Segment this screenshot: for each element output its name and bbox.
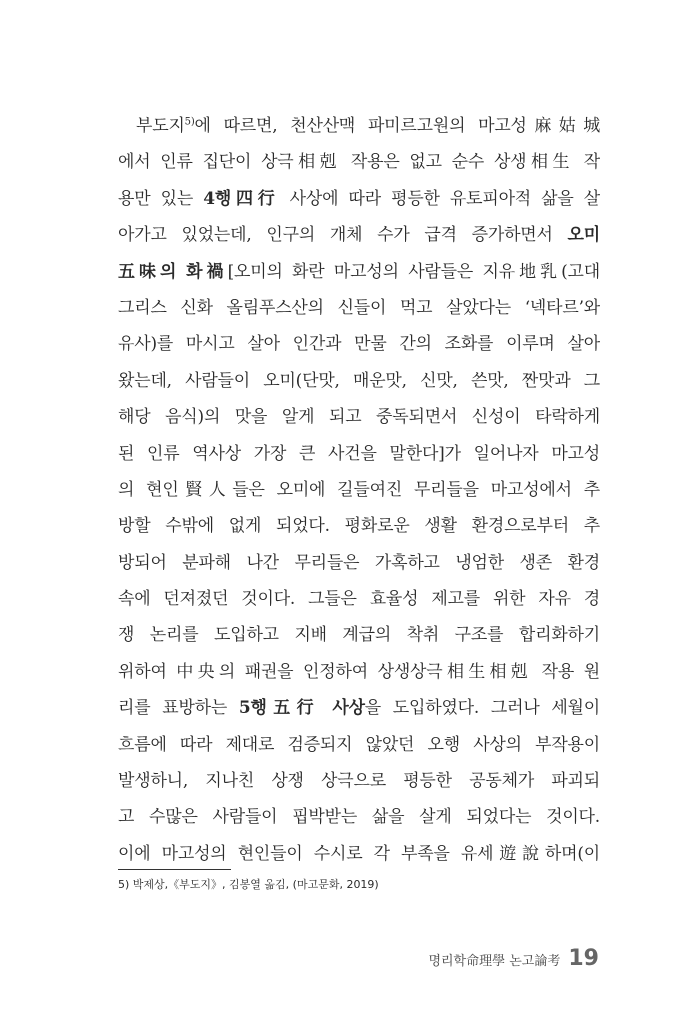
text-line: 해당 음식)의 맛을 알게 되고 중독되면서 신성이 타락하게 xyxy=(118,407,600,428)
bold-term: 오미 xyxy=(567,225,600,246)
running-title: 명리학命理學 논고論考 xyxy=(428,954,561,969)
text-run: 사상에 따라 평등한 유토피아적 삶을 살 xyxy=(279,188,600,209)
text-line xyxy=(118,690,600,726)
text-line: 유사)를 마시고 살아 인간과 만물 간의 조화를 이루며 살아 xyxy=(118,334,600,355)
text-run: 아가고 있었는데, 인구의 개체 수가 급격 증가하면서 xyxy=(118,225,568,246)
text-line xyxy=(118,108,600,144)
text-line: 쟁 논리를 도입하고 지배 계급의 착취 구조를 합리화하기 xyxy=(118,625,600,646)
text-line: 고 수많은 사람들이 핍박받는 삶을 살게 되었다는 것이다. xyxy=(118,807,600,828)
text-line xyxy=(118,217,600,253)
bold-term: 五味의 화禍 xyxy=(118,261,228,282)
text-line: 에서 인류 집단이 상극相剋 작용은 없고 순수 상생相生 작 xyxy=(118,152,600,173)
body-text xyxy=(118,108,600,872)
text-line: 이에 마고성의 현인들이 수시로 각 부족을 유세遊說하며(이 xyxy=(118,843,600,864)
text-line: 발생하니, 지나친 상쟁 상극으로 평등한 공동체가 파괴되 xyxy=(118,771,600,792)
text-run: 리를 표방하는 xyxy=(118,698,239,719)
text-line: 위하여 中央의 패권을 인정하여 상생상극相生相剋 작용 원 xyxy=(118,661,600,682)
text-line: 방되어 분파해 나간 무리들은 가혹하고 냉엄한 생존 환경 xyxy=(118,552,600,573)
bold-term: 5행五行 사상 xyxy=(238,698,365,719)
text-run: 을 도입하였다. 그러나 세월이 xyxy=(364,698,600,719)
text-run: 용만 있는 xyxy=(118,188,204,209)
running-footer xyxy=(428,946,599,971)
text-run: 부도지 xyxy=(136,116,185,136)
text-line: 방할 수밖에 없게 되었다. 평화로운 생활 환경으로부터 추 xyxy=(118,516,600,537)
text-line: 속에 던져졌던 것이다. 그들은 효율성 제고를 위한 자유 경 xyxy=(118,589,600,610)
text-line xyxy=(118,254,600,290)
footnote-reference[interactable]: 5) xyxy=(184,116,195,128)
text-line: 왔는데, 사람들이 오미(단맛, 매운맛, 신맛, 쓴맛, 짠맛과 그 xyxy=(118,370,600,391)
text-line: 흐름에 따라 제대로 검증되지 않았던 오행 사상의 부작용이 xyxy=(118,734,600,755)
bold-term: 4행四行 xyxy=(203,188,280,209)
footnote: 5) 박제상,《부도지》, 김봉열 옮김, (마고문화, 2019) xyxy=(118,878,379,891)
text-run: [오미의 화란 마고성의 사람들은 지유地乳(고대 xyxy=(227,261,600,282)
footnote-divider xyxy=(118,869,231,870)
text-run: 에 따르면, 천산산맥 파미르고원의 마고성麻姑城 xyxy=(194,116,600,136)
text-line: 된 인류 역사상 가장 큰 사건을 말한다]가 일어나자 마고성 xyxy=(118,443,600,464)
text-line xyxy=(118,181,600,217)
text-line: 그리스 신화 올림푸스산의 신들이 먹고 살았다는 ‘넥타르’와 xyxy=(118,297,600,318)
text-line: 의 현인賢人들은 오미에 길들여진 무리들을 마고성에서 추 xyxy=(118,479,600,500)
page-number: 19 xyxy=(568,946,599,971)
